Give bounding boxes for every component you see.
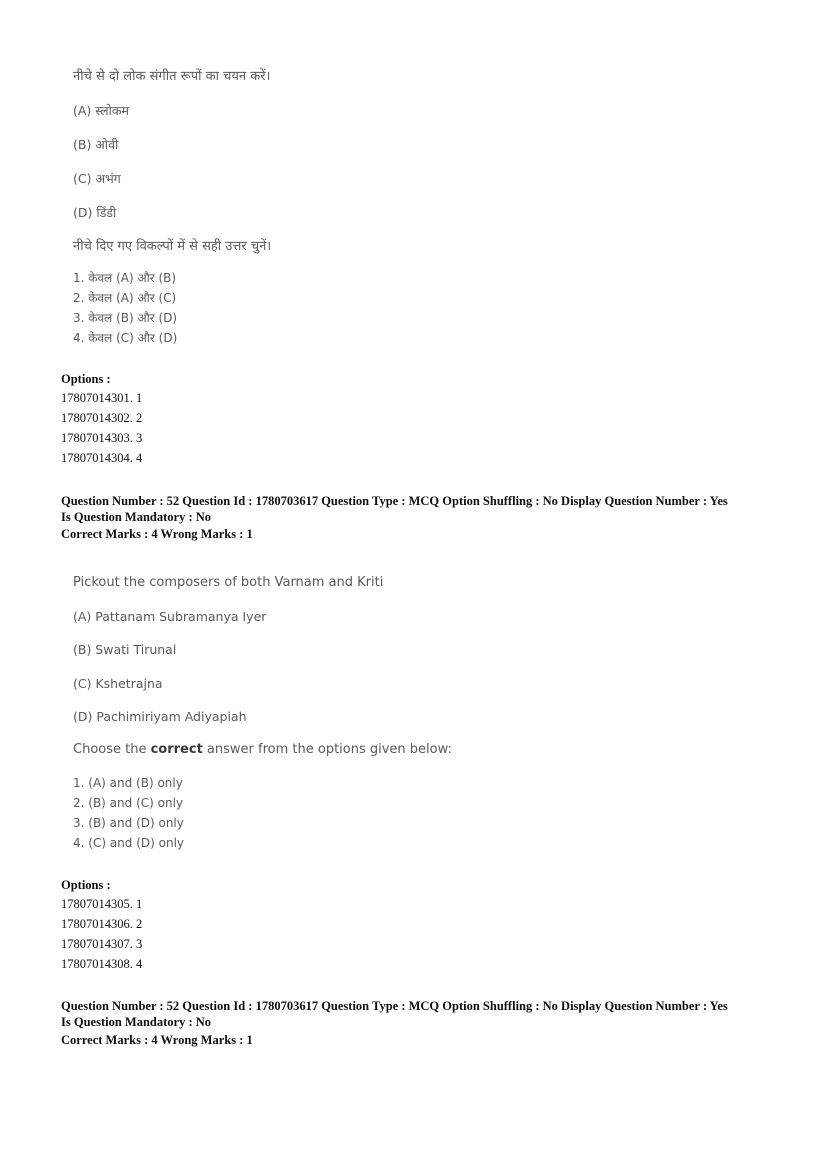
answer-choice-2: 2. (B) and (C) only [73,796,184,810]
question-item-b: (B) ओवी [73,137,119,152]
question-item-c: (C) अभंग [73,171,121,186]
marks-line: Correct Marks : 4 Wrong Marks : 1 [61,527,253,541]
answer-choice-4: 4. (C) and (D) only [73,836,185,850]
option-row-1: 17807014305. 1 [61,897,143,911]
answer-choice-1: 1. केवल (A) और (B) [73,271,177,285]
option-row-2: 17807014306. 2 [61,917,143,931]
question-item-d: (D) डिंडी [73,205,117,220]
question-stem: नीचे से दो लोक संगीत रूपों का चयन करें। [73,69,271,84]
question-meta-line: Question Number : 52 Question Id : 1780703617 Question Type : MCQ Option Shuffling : No Display Question Number : Yes [61,999,728,1013]
question-item-c: (C) Kshetrajna [73,676,163,691]
option-row-4: 17807014304. 4 [61,451,143,465]
instruction-text-end: answer from the options given below: [202,742,452,757]
option-row-3: 17807014307. 3 [61,937,143,951]
question-meta-line: Question Number : 52 Question Id : 1780703617 Question Type : MCQ Option Shuffling : No Display Question Number : Yes [61,494,728,508]
option-row-2: 17807014302. 2 [61,411,143,425]
option-row-4: 17807014308. 4 [61,957,143,971]
instruction-text-start: Choose the [73,742,151,757]
answer-choice-1: 1. (A) and (B) only [73,776,183,790]
question-stem: Pickout the composers of both Varnam and Kriti [73,575,384,590]
question-item-a: (A) स्लोकम [73,103,129,118]
marks-line: Correct Marks : 4 Wrong Marks : 1 [61,1033,253,1047]
question-item-b: (B) Swati Tirunal [73,642,177,657]
question-instruction: नीचे दिए गए विकल्पों में से सही उत्तर चुनें। [73,239,272,254]
options-label: Options : [61,372,111,386]
question-mandatory-line: Is Question Mandatory : No [61,1015,212,1029]
question-mandatory-line: Is Question Mandatory : No [61,510,212,524]
question-instruction [73,742,452,757]
instruction-emphasis: correct [150,742,203,757]
answer-choice-4: 4. केवल (C) और (D) [73,331,178,345]
question-item-d: (D) Pachimiriyam Adiyapiah [73,709,247,724]
option-row-1: 17807014301. 1 [61,391,143,405]
options-label: Options : [61,878,111,892]
question-item-a: (A) Pattanam Subramanya Iyer [73,609,267,624]
answer-choice-3: 3. (B) and (D) only [73,816,184,830]
answer-choice-3: 3. केवल (B) और (D) [73,311,178,325]
option-row-3: 17807014303. 3 [61,431,143,445]
answer-choice-2: 2. केवल (A) और (C) [73,291,177,305]
